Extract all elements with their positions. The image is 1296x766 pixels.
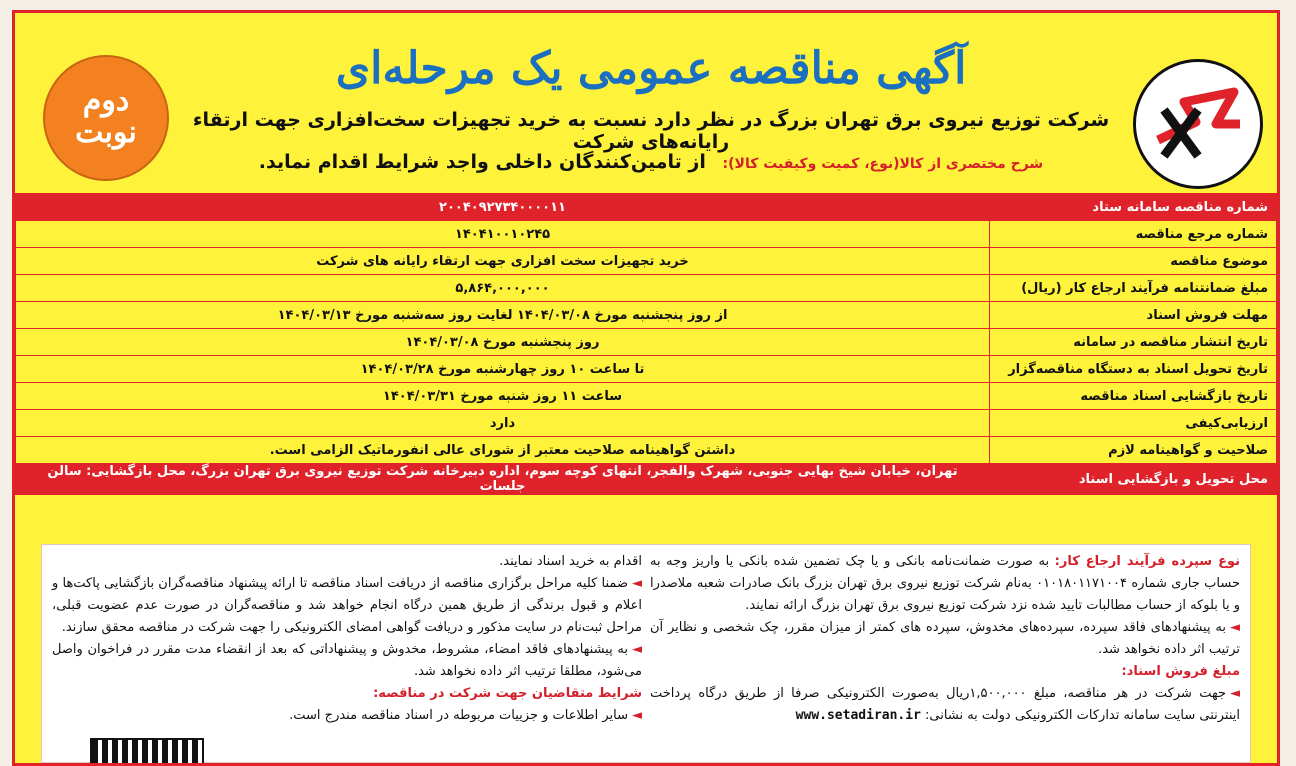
invalid-text: به پیشنهادهای فاقد سپرده، سپرده‌های مخدوش، سپرده های کمتر از میزان مقرر، چک شخصی و نظایر آن ترتیب اثر داده نخواهد شد. bbox=[650, 620, 1240, 657]
table-row bbox=[16, 248, 1277, 275]
row-label: تاریخ تحویل اسناد به دستگاه مناقصه‌گزار bbox=[990, 356, 1277, 383]
row-value: خرید تجهیزات سخت افزاری جهت ارتقاء رایانه های شرکت bbox=[16, 248, 990, 275]
guarantee-paragraph bbox=[650, 551, 1240, 617]
ad-title: آگهی مناقصه عمومی یک مرحله‌ای bbox=[335, 43, 967, 94]
row-label: مهلت فروش اسناد bbox=[990, 302, 1277, 329]
sale-text: جهت شرکت در هر مناقصه، مبلغ ۱,۵۰۰,۰۰۰ریال به‌صورت الکترونیکی صرفا از طریق درگاه پرداخت اینترنتی سایت سامانه تدارکات الکترونیکی دولت به نشانی: bbox=[650, 686, 1240, 723]
row-value: داشتن گواهینامه صلاحیت معتبر از شورای عالی انفورماتیک الزامی است. bbox=[16, 437, 990, 464]
ad-header bbox=[15, 13, 1277, 195]
table-row bbox=[16, 437, 1277, 464]
table-row bbox=[16, 410, 1277, 437]
guarantee-heading: نوع سپرده فرآیند ارجاع کار: bbox=[1054, 554, 1240, 569]
invalid-bullet bbox=[650, 617, 1240, 661]
left-bullet-1 bbox=[52, 573, 642, 639]
row-label: صلاحیت و گواهینامه لازم bbox=[990, 437, 1277, 464]
table-row bbox=[16, 383, 1277, 410]
bullet-arrow-icon: ◄ bbox=[1230, 620, 1240, 635]
table-row bbox=[16, 194, 1277, 221]
row-label: شماره مرجع مناقصه bbox=[990, 221, 1277, 248]
intro-line1: شرکت توزیع نیروی برق تهران بزرگ در نظر دارد نسبت به خرید تجهیزات سخت‌افزاری جهت ارتقاء رایانه‌های شرکت bbox=[192, 109, 1110, 153]
table-row bbox=[16, 275, 1277, 302]
row-label: محل تحویل و بازگشایی اسناد bbox=[990, 464, 1277, 495]
second-round-badge bbox=[43, 55, 169, 181]
row-label: مبلغ ضمانتنامه فرآیند ارجاع کار (ریال) bbox=[990, 275, 1277, 302]
sale-paragraph bbox=[650, 683, 1240, 727]
table-row bbox=[16, 356, 1277, 383]
bullet-arrow-icon: ◄ bbox=[632, 576, 642, 591]
bullet-arrow-icon: ◄ bbox=[632, 642, 642, 657]
guarantee-text: به صورت ضمانت‌نامه بانکی و یا چک تضمین شده بانکی یا واریز وجه به حساب جاری شماره ۰۱۰۱۸۰۱۱۷۱۰۰۴ به‌نام شرکت توزیع نیروی برق تهران بزرگ بانک صادرات شعبه ملاصدرا و یا بلوکه از حساب مطالبات تایید شده نزد شرکت توزیع نیروی برق تهران بزرگ ارائه نمایند. bbox=[650, 554, 1241, 613]
row-label: موضوع مناقصه bbox=[990, 248, 1277, 275]
row-value: روز پنجشنبه مورخ ۱۴۰۴/۰۳/۰۸ bbox=[16, 329, 990, 356]
power-company-logo-icon bbox=[1136, 62, 1260, 186]
intro-line2-wrap bbox=[185, 151, 1117, 173]
row-label: تاریخ بازگشایی اسناد مناقصه bbox=[990, 383, 1277, 410]
left-bullet-3 bbox=[52, 705, 642, 727]
row-value: ۵,۸۶۴,۰۰۰,۰۰۰ bbox=[16, 275, 990, 302]
left-bullet-3-text: سایر اطلاعات و جزییات مربوطه در اسناد مناقصه مندرج است. bbox=[289, 708, 628, 723]
left-bullet-2 bbox=[52, 639, 642, 683]
company-logo bbox=[1133, 59, 1263, 189]
qr-code-icon bbox=[90, 738, 204, 766]
bullet-arrow-icon: ◄ bbox=[1230, 686, 1241, 701]
left-continuation: اقدام به خرید اسناد نمایند. bbox=[499, 554, 642, 569]
table-row bbox=[16, 329, 1277, 356]
tender-advertisement bbox=[12, 10, 1280, 766]
intro-label: شرح مختصری از کالا(نوع، کمیت وکیفیت کالا): bbox=[722, 156, 1044, 172]
badge-line1: دوم bbox=[82, 83, 130, 118]
notes-left-column bbox=[52, 551, 642, 727]
notes-right-column bbox=[650, 551, 1240, 727]
row-value: دارد bbox=[16, 410, 990, 437]
row-value: ۲۰۰۴۰۹۲۷۳۴۰۰۰۰۱۱ bbox=[16, 194, 990, 221]
bullet-arrow-icon: ◄ bbox=[632, 708, 642, 723]
row-value: ساعت ۱۱ روز شنبه مورخ ۱۴۰۴/۰۳/۳۱ bbox=[16, 383, 990, 410]
row-value: تهران، خیابان شیخ بهایی جنوبی، شهرک والفجر، انتهای کوچه سوم، اداره دبیرخانه شرکت توزیع نیروی برق تهران بزرگ، محل بازگشایی: سالن جلسات bbox=[16, 464, 990, 495]
badge-line2: نوبت bbox=[75, 115, 137, 150]
row-label: شماره مناقصه سامانه ستاد bbox=[990, 194, 1277, 221]
table-row bbox=[16, 302, 1277, 329]
row-label: تاریخ انتشار مناقصه در سامانه bbox=[990, 329, 1277, 356]
row-value: تا ساعت ۱۰ روز چهارشنبه مورخ ۱۴۰۴/۰۳/۲۸ bbox=[16, 356, 990, 383]
left-bullet-1-text: ضمنا کلیه مراحل برگزاری مناقصه از دریافت اسناد مناقصه تا ارائه پیشنهاد مناقصه‌گران بازگشایی پاکت‌ها و اعلام و قبول برندگی از طریق همین درگاه انجام خواهد شد و مناقصه‌گران در صورت عدم عضویت قبلی، مراحل ثبت‌نام در سایت مذکور و دریافت گواهی امضای الکترونیکی را جهت شرکت در مناقصه محقق سازند. bbox=[52, 576, 642, 635]
conditions-heading: شرایط متقاضیان جهت شرکت در مناقصه: bbox=[373, 686, 642, 701]
intro-line2: از تامین‌کنندگان داخلی واجد شرایط اقدام نماید. bbox=[258, 151, 706, 173]
table-row bbox=[16, 221, 1277, 248]
row-label: ارزیابی‌کیفی bbox=[990, 410, 1277, 437]
row-value: از روز پنجشنبه مورخ ۱۴۰۴/۰۳/۰۸ لغایت روز سه‌شنبه مورخ ۱۴۰۴/۰۳/۱۳ bbox=[16, 302, 990, 329]
left-bullet-2-text: به پیشنهادهای فاقد امضاء، مشروط، مخدوش و پیشنهاداتی که بعد از انقضاء مدت مقرر در فراخوان واصل می‌شود، مطلقا ترتیب اثر داده نخواهد شد. bbox=[52, 642, 642, 679]
website-link[interactable]: www.setadiran.ir bbox=[795, 708, 921, 723]
sale-heading: مبلغ فروش اسناد: bbox=[1121, 664, 1240, 679]
tender-info-table bbox=[15, 193, 1277, 495]
row-value: ۱۴۰۴۱۰۰۱۰۲۴۵ bbox=[16, 221, 990, 248]
table-row bbox=[16, 464, 1277, 495]
notes-box bbox=[41, 544, 1251, 763]
